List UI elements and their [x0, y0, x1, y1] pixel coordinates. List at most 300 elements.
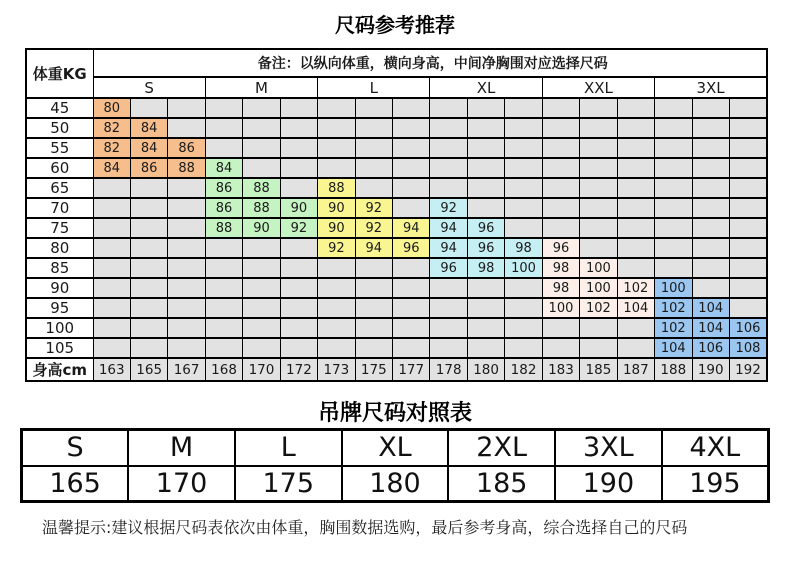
empty-cell	[318, 338, 355, 358]
tag-size-cell: 4XL	[662, 430, 769, 466]
height-value-cell: 188	[655, 358, 692, 381]
empty-cell	[243, 98, 280, 118]
height-unit-label: 身高cm	[26, 358, 93, 381]
height-value-cell: 187	[617, 358, 654, 381]
size-header-row	[26, 77, 767, 98]
empty-cell	[729, 298, 767, 318]
size-header-3xl: 3XL	[655, 77, 767, 98]
chest-value-cell: 92	[355, 198, 392, 218]
chest-value-cell: 104	[617, 298, 654, 318]
weight-row	[26, 338, 767, 358]
empty-cell	[505, 318, 542, 338]
weight-label: 75	[26, 218, 93, 238]
tag-size-cell: XL	[342, 430, 449, 466]
weight-label: 70	[26, 198, 93, 218]
empty-cell	[168, 298, 205, 318]
chest-value-cell: 88	[205, 218, 242, 238]
weight-label: 105	[26, 338, 93, 358]
chest-value-cell: 94	[355, 238, 392, 258]
empty-cell	[130, 198, 167, 218]
empty-cell	[130, 218, 167, 238]
chest-value-cell: 88	[168, 158, 205, 178]
empty-cell	[692, 198, 729, 218]
empty-cell	[430, 178, 467, 198]
empty-cell	[505, 138, 542, 158]
tag-height-cell: 175	[235, 466, 342, 502]
weight-row	[26, 98, 767, 118]
weight-label: 45	[26, 98, 93, 118]
chest-value-cell: 90	[318, 218, 355, 238]
chest-value-cell: 106	[692, 338, 729, 358]
empty-cell	[617, 338, 654, 358]
tag-height-cell: 190	[555, 466, 662, 502]
empty-cell	[130, 298, 167, 318]
empty-cell	[93, 238, 130, 258]
empty-cell	[655, 158, 692, 178]
empty-cell	[580, 158, 617, 178]
empty-cell	[617, 98, 654, 118]
empty-cell	[467, 98, 504, 118]
chest-value-cell: 92	[318, 238, 355, 258]
chest-value-cell: 92	[355, 218, 392, 238]
height-value-cell: 192	[729, 358, 767, 381]
empty-cell	[355, 118, 392, 138]
chest-value-cell: 102	[655, 318, 692, 338]
chest-value-cell: 100	[505, 258, 542, 278]
weight-row	[26, 278, 767, 298]
empty-cell	[617, 318, 654, 338]
size-header-m: M	[205, 77, 317, 98]
weight-label: 60	[26, 158, 93, 178]
empty-cell	[580, 198, 617, 218]
height-value-cell: 177	[393, 358, 430, 381]
weight-row	[26, 258, 767, 278]
chest-value-cell: 104	[692, 318, 729, 338]
chest-value-cell: 98	[467, 258, 504, 278]
empty-cell	[393, 198, 430, 218]
chest-value-cell: 98	[542, 258, 579, 278]
note-text: 备注：以纵向体重，横向身高，中间净胸围对应选择尺码	[93, 49, 767, 77]
empty-cell	[318, 278, 355, 298]
chest-value-cell: 98	[505, 238, 542, 258]
empty-cell	[467, 178, 504, 198]
empty-cell	[729, 278, 767, 298]
empty-cell	[205, 258, 242, 278]
weight-label: 80	[26, 238, 93, 258]
empty-cell	[580, 218, 617, 238]
height-value-cell: 180	[467, 358, 504, 381]
weight-row	[26, 158, 767, 178]
chest-value-cell: 88	[243, 198, 280, 218]
height-value-cell: 168	[205, 358, 242, 381]
empty-cell	[655, 138, 692, 158]
empty-cell	[243, 298, 280, 318]
empty-cell	[318, 98, 355, 118]
empty-cell	[243, 138, 280, 158]
empty-cell	[505, 298, 542, 318]
size-header-xxl: XXL	[542, 77, 654, 98]
empty-cell	[617, 178, 654, 198]
size-chart-body	[26, 49, 767, 381]
empty-cell	[318, 138, 355, 158]
height-value-cell: 163	[93, 358, 130, 381]
weight-row	[26, 298, 767, 318]
note-row	[26, 49, 767, 77]
empty-cell	[243, 338, 280, 358]
empty-cell	[542, 178, 579, 198]
empty-cell	[655, 178, 692, 198]
empty-cell	[280, 138, 317, 158]
chest-value-cell: 94	[393, 218, 430, 238]
chest-value-cell: 90	[318, 198, 355, 218]
empty-cell	[93, 178, 130, 198]
empty-cell	[692, 218, 729, 238]
empty-cell	[280, 338, 317, 358]
empty-cell	[168, 198, 205, 218]
empty-cell	[243, 238, 280, 258]
tag-size-table	[20, 428, 770, 503]
empty-cell	[130, 238, 167, 258]
empty-cell	[729, 118, 767, 138]
empty-cell	[430, 338, 467, 358]
empty-cell	[205, 298, 242, 318]
empty-cell	[318, 318, 355, 338]
chest-value-cell: 96	[467, 218, 504, 238]
empty-cell	[505, 198, 542, 218]
tag-height-cell: 195	[662, 466, 769, 502]
empty-cell	[580, 138, 617, 158]
empty-cell	[655, 118, 692, 138]
empty-cell	[430, 298, 467, 318]
empty-cell	[430, 278, 467, 298]
empty-cell	[542, 218, 579, 238]
empty-cell	[467, 138, 504, 158]
empty-cell	[467, 338, 504, 358]
empty-cell	[467, 118, 504, 138]
height-value-cell: 185	[580, 358, 617, 381]
height-value-cell: 178	[430, 358, 467, 381]
empty-cell	[130, 338, 167, 358]
empty-cell	[467, 158, 504, 178]
empty-cell	[505, 98, 542, 118]
empty-cell	[130, 318, 167, 338]
chest-value-cell: 100	[542, 298, 579, 318]
height-value-cell: 183	[542, 358, 579, 381]
empty-cell	[655, 98, 692, 118]
empty-cell	[542, 138, 579, 158]
chest-value-cell: 108	[729, 338, 767, 358]
empty-cell	[243, 318, 280, 338]
empty-cell	[168, 218, 205, 238]
height-value-cell: 170	[243, 358, 280, 381]
chest-value-cell: 104	[692, 298, 729, 318]
chest-value-cell: 86	[205, 178, 242, 198]
height-value-cell: 173	[318, 358, 355, 381]
empty-cell	[168, 318, 205, 338]
chest-value-cell: 96	[467, 238, 504, 258]
chest-value-cell: 86	[168, 138, 205, 158]
empty-cell	[280, 158, 317, 178]
empty-cell	[393, 278, 430, 298]
empty-cell	[617, 218, 654, 238]
empty-cell	[692, 158, 729, 178]
chest-value-cell: 92	[430, 198, 467, 218]
empty-cell	[93, 198, 130, 218]
empty-cell	[130, 258, 167, 278]
empty-cell	[93, 318, 130, 338]
tag-height-cell: 165	[22, 466, 129, 502]
height-value-cell: 190	[692, 358, 729, 381]
empty-cell	[692, 118, 729, 138]
empty-cell	[243, 158, 280, 178]
empty-cell	[280, 298, 317, 318]
empty-cell	[542, 318, 579, 338]
weight-row	[26, 138, 767, 158]
tag-size-row	[22, 430, 769, 466]
empty-cell	[280, 98, 317, 118]
empty-cell	[467, 318, 504, 338]
empty-cell	[580, 178, 617, 198]
empty-cell	[318, 158, 355, 178]
page-title: 尺码参考推荐	[335, 13, 455, 37]
empty-cell	[393, 158, 430, 178]
empty-cell	[729, 178, 767, 198]
empty-cell	[692, 98, 729, 118]
tag-size-cell: S	[22, 430, 129, 466]
size-header-s: S	[93, 77, 205, 98]
weight-label: 65	[26, 178, 93, 198]
empty-cell	[393, 98, 430, 118]
empty-cell	[243, 118, 280, 138]
chest-value-cell: 96	[430, 258, 467, 278]
tag-size-cell: 2XL	[448, 430, 555, 466]
empty-cell	[505, 158, 542, 178]
size-header-l: L	[318, 77, 430, 98]
empty-cell	[467, 198, 504, 218]
weight-row	[26, 118, 767, 138]
empty-cell	[93, 218, 130, 238]
chest-value-cell: 84	[130, 138, 167, 158]
chest-value-cell: 84	[130, 118, 167, 138]
weight-row	[26, 238, 767, 258]
height-value-cell: 165	[130, 358, 167, 381]
empty-cell	[542, 98, 579, 118]
empty-cell	[280, 278, 317, 298]
empty-cell	[130, 178, 167, 198]
weight-label: 50	[26, 118, 93, 138]
height-value-cell: 167	[168, 358, 205, 381]
empty-cell	[93, 298, 130, 318]
empty-cell	[205, 118, 242, 138]
chest-value-cell: 96	[393, 238, 430, 258]
empty-cell	[393, 118, 430, 138]
empty-cell	[205, 278, 242, 298]
empty-cell	[467, 278, 504, 298]
empty-cell	[580, 118, 617, 138]
empty-cell	[168, 118, 205, 138]
empty-cell	[243, 278, 280, 298]
empty-cell	[729, 158, 767, 178]
empty-cell	[729, 138, 767, 158]
empty-cell	[168, 278, 205, 298]
chest-value-cell: 86	[130, 158, 167, 178]
empty-cell	[430, 138, 467, 158]
chest-value-cell: 84	[205, 158, 242, 178]
empty-cell	[655, 198, 692, 218]
empty-cell	[393, 178, 430, 198]
weight-label: 55	[26, 138, 93, 158]
empty-cell	[692, 278, 729, 298]
chest-value-cell: 100	[655, 278, 692, 298]
chest-value-cell: 92	[280, 218, 317, 238]
empty-cell	[205, 138, 242, 158]
empty-cell	[130, 98, 167, 118]
empty-cell	[355, 98, 392, 118]
tag-height-cell: 185	[448, 466, 555, 502]
empty-cell	[93, 278, 130, 298]
empty-cell	[580, 238, 617, 258]
empty-cell	[729, 218, 767, 238]
chest-value-cell: 98	[542, 278, 579, 298]
empty-cell	[430, 318, 467, 338]
tag-height-cell: 170	[128, 466, 235, 502]
empty-cell	[430, 98, 467, 118]
chest-value-cell: 86	[205, 198, 242, 218]
size-reference-table	[25, 48, 768, 382]
empty-cell	[280, 318, 317, 338]
empty-cell	[280, 178, 317, 198]
empty-cell	[692, 258, 729, 278]
empty-cell	[355, 158, 392, 178]
empty-cell	[393, 258, 430, 278]
empty-cell	[505, 178, 542, 198]
height-value-cell: 182	[505, 358, 542, 381]
tag-table-title: 吊牌尺码对照表	[317, 401, 472, 426]
weight-label: 85	[26, 258, 93, 278]
empty-cell	[243, 258, 280, 278]
empty-cell	[692, 238, 729, 258]
empty-cell	[580, 98, 617, 118]
chest-value-cell: 88	[318, 178, 355, 198]
empty-cell	[467, 298, 504, 318]
empty-cell	[355, 338, 392, 358]
height-row	[26, 358, 767, 381]
chest-value-cell: 94	[430, 238, 467, 258]
chest-value-cell: 102	[655, 298, 692, 318]
chest-value-cell: 90	[280, 198, 317, 218]
height-value-cell: 175	[355, 358, 392, 381]
empty-cell	[93, 258, 130, 278]
tag-size-cell: M	[128, 430, 235, 466]
empty-cell	[505, 118, 542, 138]
empty-cell	[318, 298, 355, 318]
chest-value-cell: 102	[617, 278, 654, 298]
empty-cell	[355, 138, 392, 158]
empty-cell	[505, 218, 542, 238]
empty-cell	[393, 138, 430, 158]
empty-cell	[93, 338, 130, 358]
empty-cell	[430, 158, 467, 178]
chest-value-cell: 100	[580, 278, 617, 298]
chest-value-cell: 100	[580, 258, 617, 278]
empty-cell	[205, 318, 242, 338]
empty-cell	[655, 218, 692, 238]
tag-size-cell: L	[235, 430, 342, 466]
empty-cell	[729, 238, 767, 258]
tag-size-cell: 3XL	[555, 430, 662, 466]
empty-cell	[580, 338, 617, 358]
empty-cell	[542, 338, 579, 358]
empty-cell	[168, 258, 205, 278]
empty-cell	[318, 118, 355, 138]
height-value-cell: 172	[280, 358, 317, 381]
empty-cell	[393, 318, 430, 338]
weight-label: 100	[26, 318, 93, 338]
weight-label: 95	[26, 298, 93, 318]
empty-cell	[729, 98, 767, 118]
weight-row	[26, 178, 767, 198]
empty-cell	[168, 338, 205, 358]
weight-unit-label: 体重KG	[26, 49, 93, 98]
empty-cell	[355, 318, 392, 338]
empty-cell	[505, 338, 542, 358]
empty-cell	[393, 298, 430, 318]
empty-cell	[505, 278, 542, 298]
empty-cell	[280, 118, 317, 138]
empty-cell	[205, 238, 242, 258]
empty-cell	[355, 258, 392, 278]
tag-value-row	[22, 466, 769, 502]
empty-cell	[617, 198, 654, 218]
empty-cell	[692, 138, 729, 158]
empty-cell	[542, 158, 579, 178]
empty-cell	[617, 118, 654, 138]
weight-row	[26, 318, 767, 338]
empty-cell	[655, 238, 692, 258]
empty-cell	[130, 278, 167, 298]
empty-cell	[617, 238, 654, 258]
chest-value-cell: 102	[580, 298, 617, 318]
empty-cell	[617, 138, 654, 158]
empty-cell	[542, 198, 579, 218]
empty-cell	[168, 98, 205, 118]
empty-cell	[355, 278, 392, 298]
empty-cell	[729, 198, 767, 218]
empty-cell	[355, 178, 392, 198]
empty-cell	[729, 258, 767, 278]
chest-value-cell: 88	[243, 178, 280, 198]
empty-cell	[617, 258, 654, 278]
empty-cell	[168, 238, 205, 258]
empty-cell	[430, 118, 467, 138]
chest-value-cell: 84	[93, 158, 130, 178]
chest-value-cell: 94	[430, 218, 467, 238]
chest-value-cell: 106	[729, 318, 767, 338]
empty-cell	[355, 298, 392, 318]
empty-cell	[542, 118, 579, 138]
chest-value-cell: 90	[243, 218, 280, 238]
empty-cell	[205, 338, 242, 358]
chest-value-cell: 80	[93, 98, 130, 118]
empty-cell	[318, 258, 355, 278]
tag-height-cell: 180	[342, 466, 449, 502]
empty-cell	[617, 158, 654, 178]
empty-cell	[205, 98, 242, 118]
chest-value-cell: 96	[542, 238, 579, 258]
empty-cell	[168, 178, 205, 198]
empty-cell	[280, 238, 317, 258]
empty-cell	[692, 178, 729, 198]
